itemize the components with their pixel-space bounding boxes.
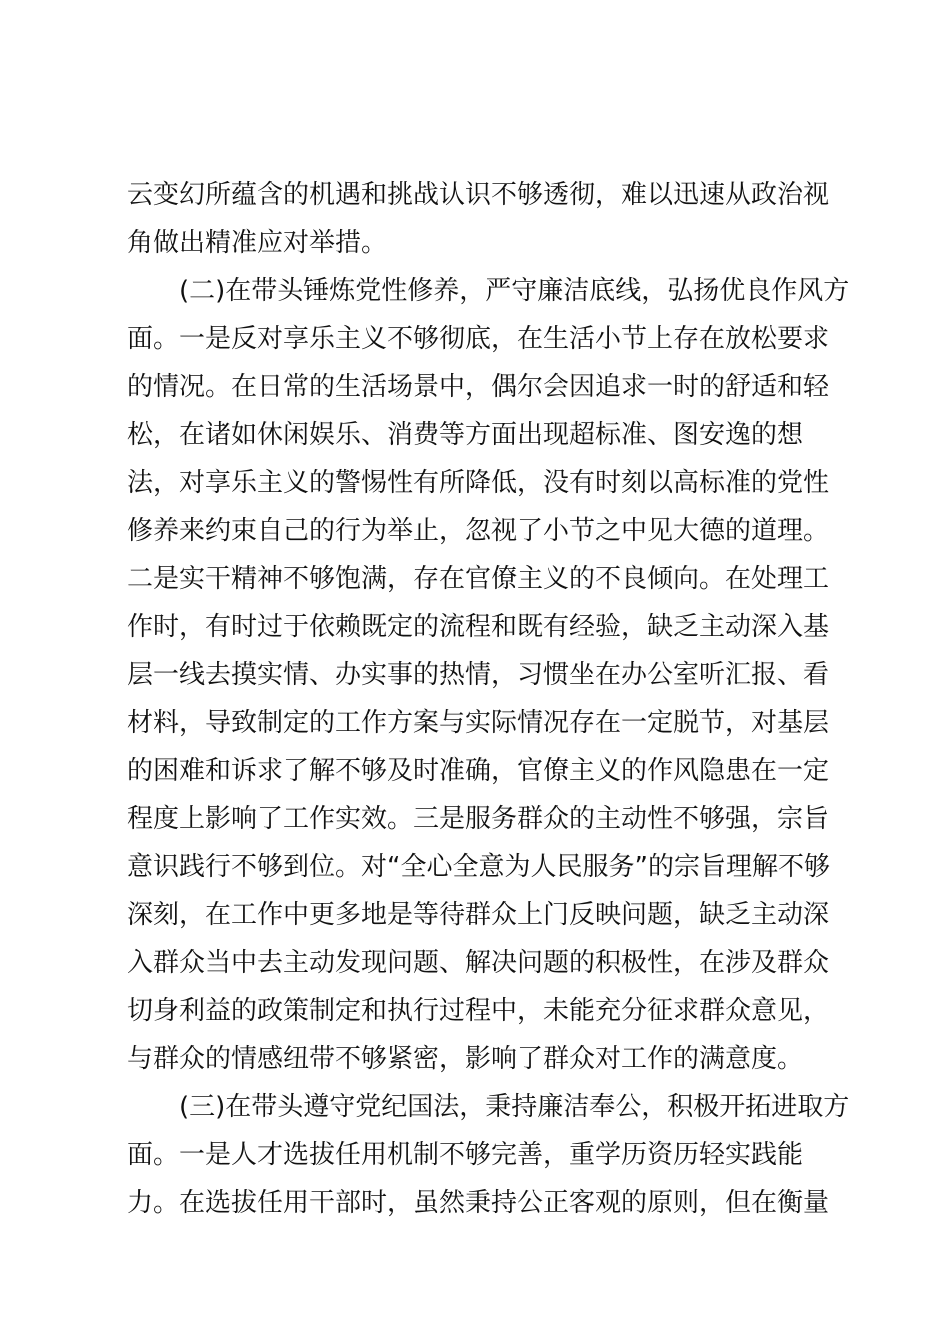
- text-line: 云变幻所蕴含的机遇和挑战认识不够透彻，难以迅速从政治视: [127, 180, 830, 210]
- text-line: 与群众的情感纽带不够紧密，影响了群众对工作的满意度。: [127, 1044, 804, 1074]
- body-text: [127, 171, 850, 1227]
- text-line: 的困难和诉求了解不够及时准确，官僚主义的作风隐患在一定: [127, 756, 830, 786]
- text-line: 面。一是人才选拔任用机制不够完善，重学历资历轻实践能: [127, 1140, 804, 1170]
- text-line: 切身利益的政策制定和执行过程中，未能充分征求群众意见，: [127, 996, 830, 1026]
- text-line: 作时，有时过于依赖既定的流程和既有经验，缺乏主动深入基: [127, 612, 830, 642]
- text-line: 力。在选拔任用干部时，虽然秉持公正客观的原则，但在衡量: [127, 1188, 830, 1218]
- text-line: 材料，导致制定的工作方案与实际情况存在一定脱节，对基层: [127, 708, 830, 738]
- text-line: 的情况。在日常的生活场景中，偶尔会因追求一时的舒适和轻: [127, 372, 830, 402]
- text-line: 意识践行不够到位。对“全心全意为人民服务”的宗旨理解不够: [127, 852, 830, 882]
- text-line: 深刻，在工作中更多地是等待群众上门反映问题，缺乏主动深: [127, 900, 830, 930]
- section-heading-line: (二)在带头锤炼党性修养，严守廉洁底线，弘扬优良作风方: [179, 276, 850, 306]
- text-line: 角做出精准应对举措。: [127, 228, 388, 258]
- text-line: 程度上影响了工作实效。三是服务群众的主动性不够强，宗旨: [127, 804, 830, 834]
- text-line: 层一线去摸实情、办实事的热情，习惯坐在办公室听汇报、看: [127, 660, 830, 690]
- text-line: 修养来约束自己的行为举止，忽视了小节之中见大德的道理。: [127, 516, 830, 546]
- text-line: 二是实干精神不够饱满，存在官僚主义的不良倾向。在处理工: [127, 564, 830, 594]
- text-line: 入群众当中去主动发现问题、解决问题的积极性，在涉及群众: [127, 948, 830, 978]
- text-line: 法，对享乐主义的警惕性有所降低，没有时刻以高标准的党性: [127, 468, 830, 498]
- text-line: 面。一是反对享乐主义不够彻底，在生活小节上存在放松要求: [127, 324, 830, 354]
- section-heading-line: (三)在带头遵守党纪国法，秉持廉洁奉公，积极开拓进取方: [179, 1092, 850, 1122]
- text-line: 松，在诸如休闲娱乐、消费等方面出现超标准、图安逸的想: [127, 420, 804, 450]
